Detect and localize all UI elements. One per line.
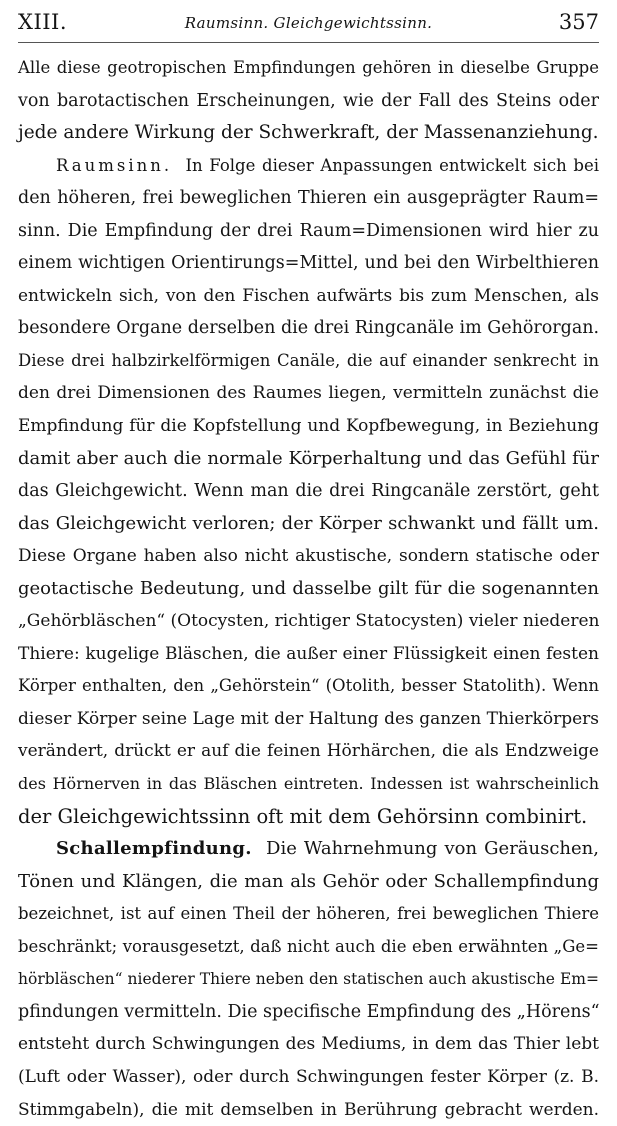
header-rule: [18, 42, 599, 43]
text-line: geotactische Bedeutung, und dasselbe gilt für die sogenannten: [18, 573, 599, 606]
page-header: [18, 10, 599, 40]
text-line: Körper enthalten, den „Gehörstein“ (Otolith, besser Statolith). Wenn: [18, 670, 599, 703]
chapter-number: XIII.: [18, 10, 67, 34]
text-line-rest: In Folge dieser Anpassungen entwickelt sich bei: [185, 156, 599, 175]
text-line: jede andere Wirkung der Schwerkraft, der Massenanziehung.: [18, 117, 599, 150]
paragraph-2: [18, 150, 599, 833]
text-line: hörbläschen“ niederer Thiere neben den statischen auch akustische Em=: [18, 963, 599, 996]
body-text: [18, 52, 599, 1126]
text-line: besondere Organe derselben die drei Ringcanäle im Gehörorgan.: [18, 312, 599, 345]
text-line: damit aber auch die normale Körperhaltung und das Gefühl für: [18, 443, 599, 476]
text-line: verändert, drückt er auf die feinen Hörhärchen, die als Endzweige: [18, 735, 599, 768]
text-line: Stimmgabeln), die mit demselben in Berührung gebracht werden.: [18, 1094, 599, 1126]
text-line: Thiere: kugelige Bläschen, die außer einer Flüssigkeit einen festen: [18, 638, 599, 671]
text-line: den höheren, frei beweglichen Thieren ein ausgeprägter Raum=: [18, 182, 599, 215]
text-line: Diese drei halbzirkelförmigen Canäle, die auf einander senkrecht in: [18, 345, 599, 378]
run-in-heading: Schallempfindung.: [56, 838, 252, 859]
text-line: sinn. Die Empfindung der drei Raum=Dimensionen wird hier zu: [18, 215, 599, 248]
run-in-heading: Raumsinn.: [56, 156, 172, 175]
text-line: das Gleichgewicht verloren; der Körper schwankt und fällt um.: [18, 508, 599, 541]
text-line: dieser Körper seine Lage mit der Haltung des ganzen Thierkörpers: [18, 703, 599, 736]
text-line: bezeichnet, ist auf einen Theil der höheren, frei beweglichen Thiere: [18, 898, 599, 931]
text-line: entsteht durch Schwingungen des Mediums, in dem das Thier lebt: [18, 1028, 599, 1061]
running-title: Raumsinn. Gleichgewichtssinn.: [18, 14, 599, 32]
text-line-first: [18, 833, 599, 866]
text-line: Alle diese geotropischen Empfindungen gehören in dieselbe Gruppe: [18, 52, 599, 85]
text-line-rest: Die Wahrnehmung von Geräuschen,: [266, 838, 599, 859]
paragraph-1: [18, 52, 599, 150]
text-line: von barotactischen Erscheinungen, wie der Fall des Steins oder: [18, 85, 599, 118]
text-line: pfindungen vermitteln. Die specifische Empfindung des „Hörens“: [18, 996, 599, 1029]
text-line: (Luft oder Wasser), oder durch Schwingungen fester Körper (z. B.: [18, 1061, 599, 1094]
text-line: Diese Organe haben also nicht akustische, sondern statische oder: [18, 540, 599, 573]
page-number: 357: [559, 10, 599, 34]
text-line: beschränkt; vorausgesetzt, daß nicht auch die eben erwähnten „Ge=: [18, 931, 599, 964]
text-line: das Gleichgewicht. Wenn man die drei Ringcanäle zerstört, geht: [18, 475, 599, 508]
text-line: des Hörnerven in das Bläschen eintreten. Indessen ist wahrscheinlich: [18, 768, 599, 801]
paragraph-3: [18, 833, 599, 1126]
text-line-first: [18, 150, 599, 183]
text-line: entwickeln sich, von den Fischen aufwärts bis zum Menschen, als: [18, 280, 599, 313]
text-line: Empfindung für die Kopfstellung und Kopfbewegung, in Beziehung: [18, 410, 599, 443]
text-line: Tönen und Klängen, die man als Gehör oder Schallempfindung: [18, 866, 599, 899]
text-line: der Gleichgewichtssinn oft mit dem Gehörsinn combinirt.: [18, 801, 599, 834]
text-line: einem wichtigen Orientirungs=Mittel, und bei den Wirbelthieren: [18, 247, 599, 280]
text-line: den drei Dimensionen des Raumes liegen, vermitteln zunächst die: [18, 377, 599, 410]
text-line: „Gehörbläschen“ (Otocysten, richtiger Statocysten) vieler niederen: [18, 605, 599, 638]
